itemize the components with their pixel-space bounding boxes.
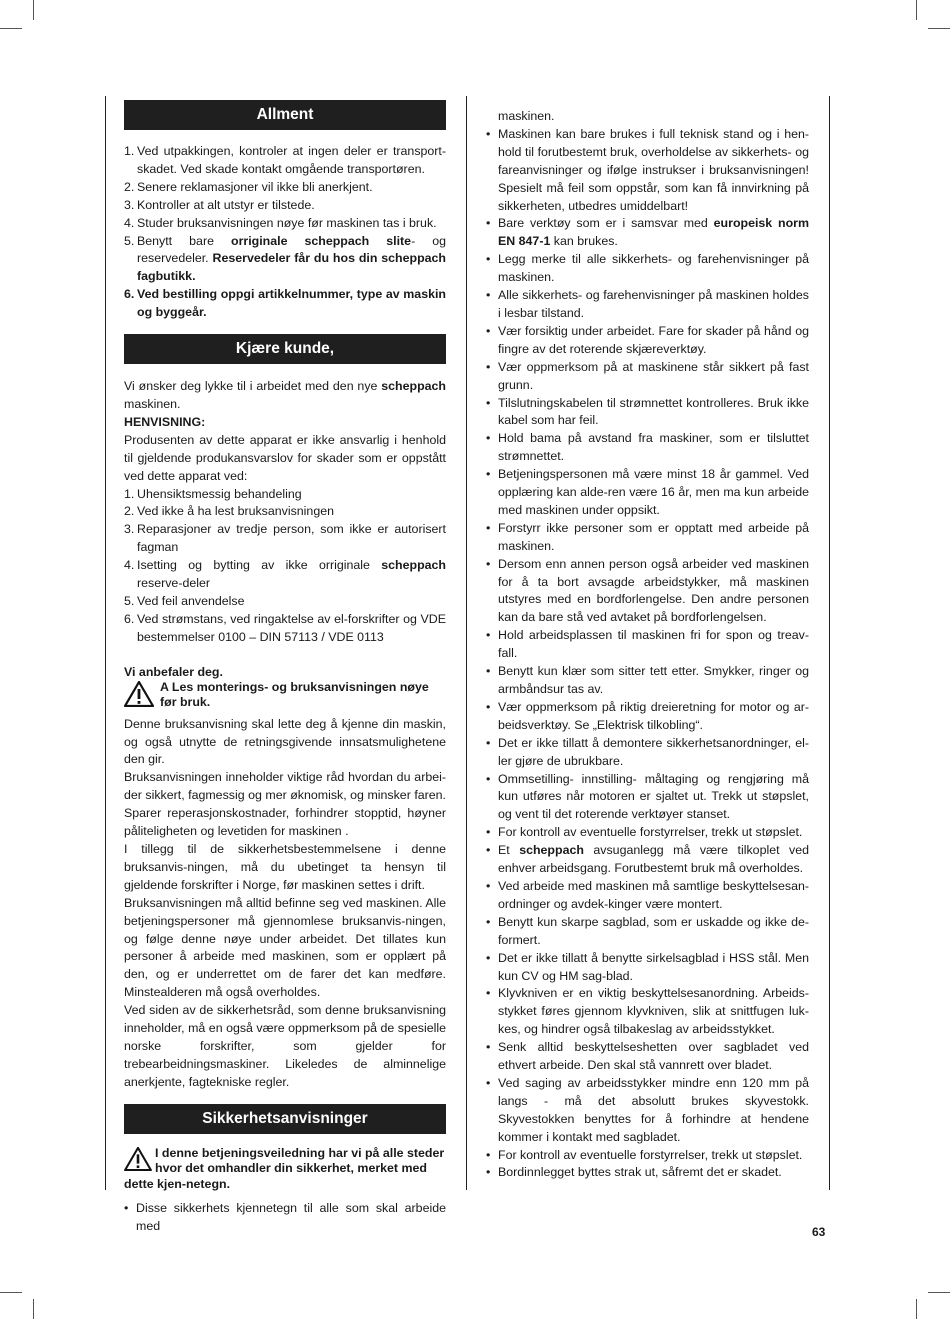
section-heading-allment: Allment [124,100,446,130]
list-item: • Forstyrr ikke personer som er opptatt med arbeide på maskinen. [486,520,809,556]
list-item: 6. Ved bestilling oppgi artikkelnummer, type av maskin og byggeår. [124,287,446,320]
crop-mark [33,0,34,20]
section-heading-kjaere-kunde: Kjære kunde, [124,334,446,364]
list-item: 4. Isetting og bytting av ikke orriginale scheppach reserve-deler [124,558,446,591]
crop-mark [916,0,917,20]
henvisning-label: HENVISNING: [124,414,206,429]
list-item: • Alle sikkerhets- og farehenvisninger på maskinen holdes i lesbar tilstand. [486,287,809,323]
body-paragraph: Bruksanvisningen inneholder viktige råd hvordan du arbei-der sikkert, fagmessig og mer øknomisk, og minsker faren. Sparer reperasjonskostnader, forhindrer stopptid, høyner påliteligheten og levetiden for maskinen . [124,770,446,839]
crop-mark [0,28,22,29]
body-paragraph: Bruksanvisningen må alltid befinne seg ved maskinen. Alle betjeningspersoner må gjennomlese bruksanvis-ningen, og følge denne nøye under arbeidet. Det tillates kun personer å arbeide med maskinen, som er opplært på den, og er underrettet om de farer det kan medføre. Minstealderen må også overholdes. [124,895,446,1000]
continued-text: maskinen. [498,109,555,123]
list-item: • Maskinen kan bare brukes i full teknisk stand og i hen-hold til forutbestemt bruk, overholdelse av sikkerhets- og fareanvisninger og ifølge instrukser i bruksanvisningen! Spesielt må feil som oppstår, som kan få innvirkning på sikkerheten, utbedres umiddelbart! [486,126,809,216]
list-item: • Hold arbeidsplassen til maskinen fri for spon og treav-fall. [486,627,809,663]
list-item: 4. Studer bruksanvisningen nøye før maskinen tas i bruk. [124,215,437,230]
allment-list [124,143,446,322]
henvisning-text: Produsenten av dette apparat er ikke ansvarlig i henhold til gjeldende produkansvarslov for skader som er oppstått ved dette apparat ved: [124,432,446,483]
list-item: • Bare verktøy som er i samsvar med europeisk norm EN 847-1 kan brukes. [486,215,809,251]
list-item: 3. Kontroller at alt utstyr er tilstede. [124,197,315,212]
list-item: • Betjeningspersonen må være minst 18 år gammel. Ved opplæring kan alde-ren være 16 år, men ma kun arbeide med maskinen under oppsikt. [486,466,809,520]
column-rule [105,96,106,1190]
list-item: • Benytt kun skarpe sagblad, som er uskadde og ikke de-formert. [486,914,809,950]
crop-mark [916,1299,917,1319]
list-item: 5. Benytt bare orriginale scheppach slite- og reservedeler. Reservedeler får du hos din scheppach fagbutikk. [124,233,447,284]
henvisning-list [124,486,446,647]
warning-icon [124,681,154,707]
crop-mark [928,28,950,29]
list-item: • Ved saging av arbeidsstykker mindre enn 120 mm på langs - må det absolutt brukes skyvestokk. Skyvestokken benyttes for å forhindre at hendene kommer i kontakt med sagbladet. [486,1075,809,1147]
crop-mark [928,1292,950,1293]
list-item: • Vær forsiktig under arbeidet. Fare for skader på hånd og fingre av det roterende skjæreverktøy. [486,323,809,359]
body-paragraph: Denne bruksanvisning skal lette deg å kjenne din maskin, og også utnytte de retningsgivende innsatsmulighetene den gir. [124,716,446,767]
warning-icon [124,1147,152,1171]
left-column [124,100,446,1236]
list-item: • Senk alltid beskyttelseshetten over sagbladet ved ethvert arbeide. Den skal stå vannrett over bladet. [486,1039,809,1075]
list-item: • Tilslutningskabelen til strømnettet kontrolleres. Bruk ikke kabel som har feil. [486,395,809,431]
list-item: • Benytt kun klær som sitter tett etter. Smykker, ringer og armbåndsur tas av. [486,663,809,699]
anbefaler-label: Vi anbefaler deg. [124,664,223,679]
crop-mark [0,1292,22,1293]
intro-paragraph: Vi ønsker deg lykke til i arbeidet med den nye scheppach maskinen. [124,379,446,411]
list-item: • Bordinnlegget byttes strak ut, såfremt det er skadet. [486,1164,809,1182]
list-item: 1. Uhensiktsmessig behandeling [124,486,302,501]
warning-note: A Les monterings- og bruksanvisningen nøye før bruk. [124,680,446,710]
column-rule [829,96,830,1190]
right-column [486,108,809,1182]
page-number: 63 [812,1225,826,1239]
body-paragraph: I tillegg til de sikkerhetsbestemmelsene i denne bruksanvis-ningen, må du ubetinget ta hensyn til gjeldende forskrifter i Norge, før maskinen settes i drift. [124,842,446,892]
safety-list [486,126,809,1182]
list-item: 6. Ved strømstans, ved ringaktelse av el-forskrifter og VDE bestemmelser 0100 – DIN 57113 / VDE 0113 [124,611,446,644]
list-item: • Det er ikke tillatt å benytte sirkelsagblad i HSS stål. Men kun CV og HM sag-blad. [486,950,809,986]
section-heading-sikkerhetsanvisninger: Sikkerhetsanvisninger [124,1104,446,1134]
crop-mark [33,1299,34,1319]
list-item: • Vær oppmerksom på at maskinene står sikkert på fast grunn. [486,359,809,395]
list-item: • Legg merke til alle sikkerhets- og farehenvisninger på maskinen. [486,251,809,287]
list-item: • Dersom enn annen person også arbeider ved maskinen for å ta bort avsagde arbeidstykker, må maskinen utstyres med en bordforlengelse. Den andre personen kan da bare stå ved avtaket på bordforlengelsen. [486,556,809,628]
body-paragraph: Ved siden av de sikkerhetsråd, som denne bruksanvisning inneholder, må en også være oppmerksom på de spesielle norske forskrifter, som gjelder for trebearbeidningsmaskiner. Likeledes de alminnelige anerkjente, fagtekniske regler. [124,1003,446,1089]
list-item: • Et scheppach avsuganlegg må være tilkoplet ved enhver arbeidsgang. Forutbestemt bruk må overholdes. [486,842,809,878]
list-item: 2. Senere reklamasjoner vil ikke bli anerkjent. [124,179,373,194]
list-item: • For kontroll av eventuelle forstyrrelser, trekk ut støpslet. [486,1147,809,1165]
list-item: • Klyvkniven er en viktig beskyttelsesanordning. Arbeids-stykket føres gjennom klyvkniven, slik at snittfugen luk-kes, og hindrer også tilbakeslag av arbeidsstykket. [486,985,809,1039]
column-rule [466,96,467,1190]
list-item: 3. Reparasjoner av tredje person, som ikke er autorisert fagman [124,522,446,555]
list-item: • For kontroll av eventuelle forstyrrelser, trekk ut støpslet. [486,824,809,842]
list-item: • Ommsetilling- innstilling- måltaging og rengjøring må kun utføres når motoren er sjaltet ut. Trekk ut støpslet, og vent til det roterende verktøyer stanset. [486,771,809,825]
list-item: 1. Ved utpakkingen, kontroler at ingen deler er transport-skadet. Ved skade kontakt omgående transportøren. [124,144,446,176]
list-item: • Ved arbeide med maskinen må samtlige beskyttelsesan-ordninger og avdek-kinger være montert. [486,878,809,914]
list-item: • Disse sikkerhets kjennetegn til alle som skal arbeide med [124,1200,446,1236]
list-item: 5. Ved feil anvendelse [124,593,245,608]
list-item: • Hold bama på avstand fra maskiner, som er tilsluttet strømnettet. [486,430,809,466]
list-item: 2. Ved ikke å ha lest bruksanvisningen [124,504,334,519]
safety-warning-note: I denne betjeningsveiledning har vi på alle steder hvor det omhandler din sikkerhet, merket med dette kjen-netegn. [124,1145,445,1191]
list-item: • Vær oppmerksom på riktig dreieretning for motor og ar-beidsverktøy. Se „Elektrisk tilkobling“. [486,699,809,735]
list-item: • Det er ikke tillatt å demontere sikkerhetsanordninger, el-ler gjøre de ubrukbare. [486,735,809,771]
safety-list-start [124,1200,446,1236]
